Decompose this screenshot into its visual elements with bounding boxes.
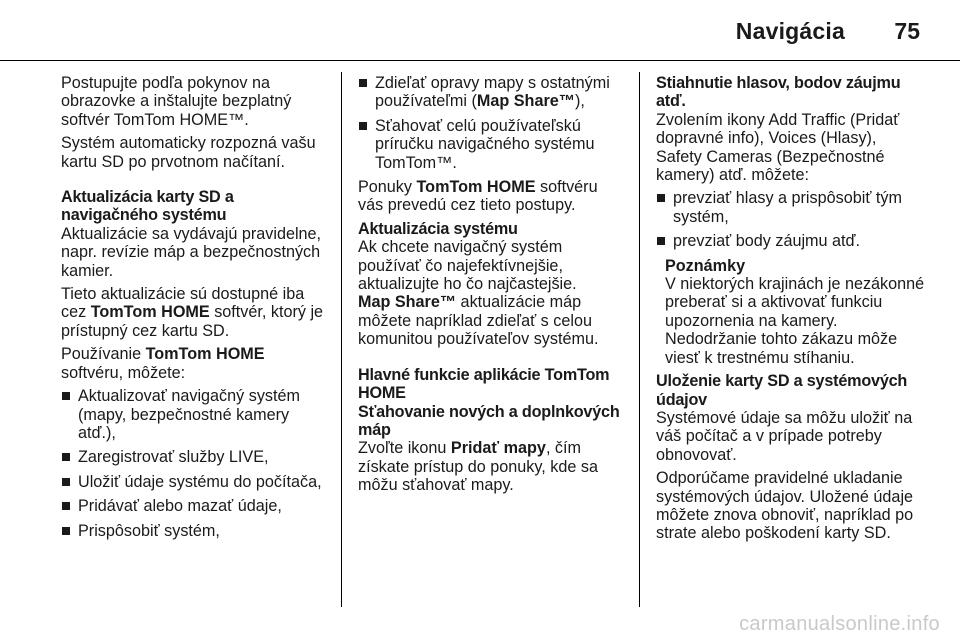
column-1 <box>61 74 331 546</box>
section-heading: Aktualizácia karty SD a navigačného systému <box>61 188 234 225</box>
note-title: Poznámky <box>665 256 746 275</box>
paragraph: Map Share™ aktualizácie máp môžete napríklad zdieľať s celou komunitou používateľov systému. <box>358 293 599 349</box>
paragraph: Zvolením ikony Add Traffic (Pridať dopravné info), Voices (Hlasy), Safety Cameras (Bezpečnostné kamery) atď. môžete: <box>656 110 900 185</box>
column-2 <box>358 74 626 500</box>
page-header <box>0 0 960 61</box>
section-heading: Aktualizácia systému <box>358 219 518 238</box>
paragraph: Aktualizácie sa vydávajú pravidelne, napr. revízie máp a bezpečnostných kamier. <box>61 224 322 280</box>
list-item: Zdieľať opravy mapy s ostatnými používateľmi (Map Share™), <box>358 74 626 111</box>
column-divider-right <box>639 72 640 607</box>
note-text: V niektorých krajinách je nezákonné preberať si a aktivovať funkciu upozornenia na kamery. Nedodržanie tohto zákazu môže viesť k trestnému stíhaniu. <box>665 275 925 367</box>
paragraph: Postupujte podľa pokynov na obrazovke a inštalujte bezplatný softvér TomTom HOME™. <box>61 74 292 129</box>
list-item: Prispôsobiť systém, <box>61 522 331 540</box>
list-item: Zaregistrovať služby LIVE, <box>61 448 331 466</box>
note-block <box>656 257 926 367</box>
list-item: Uložiť údaje systému do počítača, <box>61 473 331 491</box>
section-heading: Uloženie karty SD a systémových údajov <box>656 372 908 409</box>
column-3 <box>656 74 926 548</box>
section-heading: Sťahovanie nových a doplnkových máp <box>358 402 620 439</box>
paragraph: Tieto aktualizácie sú dostupné iba cez TomTom HOME softvér, ktorý je prístupný cez kartu SD. <box>61 285 324 340</box>
list-item: Pridávať alebo mazať údaje, <box>61 497 331 515</box>
bullet-list <box>61 387 331 540</box>
list-item: Sťahovať celú používateľskú príručku navigačného systému TomTom™. <box>358 117 626 172</box>
bullet-list <box>358 74 626 172</box>
paragraph: Ponuky TomTom HOME softvéru vás prevedú cez tieto postupy. <box>358 178 598 215</box>
section-heading: Hlavné funkcie aplikácie TomTom HOME <box>358 365 610 403</box>
bullet-list <box>656 189 926 250</box>
column-divider-left <box>341 72 342 607</box>
page-title: Navigácia <box>735 18 845 44</box>
list-item: prevziať body záujmu atď. <box>656 232 926 250</box>
paragraph: Používanie TomTom HOME softvéru, môžete: <box>61 345 265 382</box>
paragraph: Ak chcete navigačný systém používať čo najefektívnejšie, aktualizujte ho čo najčastejšie. <box>358 238 577 294</box>
paragraph: Odporúčame pravidelné ukladanie systémových údajov. Uložené údaje môžete znova obnoviť, napríklad po strate alebo poškodení karty SD. <box>656 469 914 543</box>
list-item: prevziať hlasy a prispôsobiť tým systém, <box>656 189 926 226</box>
page-number: 75 <box>894 18 920 44</box>
paragraph: Systém automaticky rozpozná vašu kartu SD po prvotnom načítaní. <box>61 134 316 171</box>
list-item: Aktualizovať navigačný systém (mapy, bezpečnostné kamery atď.), <box>61 387 331 442</box>
paragraph: Systémové údaje sa môžu uložiť na váš počítač a v prípade potreby obnovovať. <box>656 408 913 464</box>
watermark: carmanualsonline.info <box>739 613 940 635</box>
section-heading: Stiahnutie hlasov, bodov záujmu atď. <box>656 74 901 111</box>
paragraph: Zvoľte ikonu Pridať mapy, čím získate prístup do ponuky, kde sa môžu sťahovať mapy. <box>358 439 598 495</box>
